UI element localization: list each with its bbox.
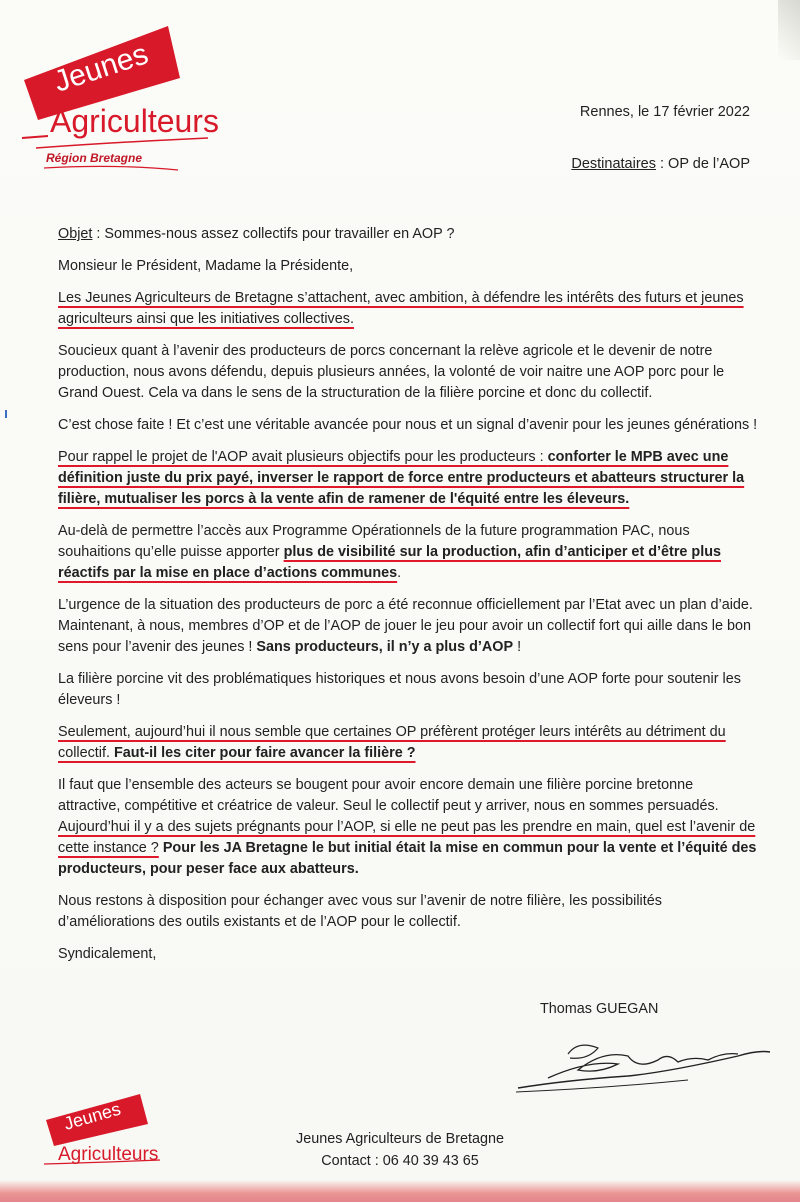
logo-line2: Agriculteurs — [50, 103, 219, 139]
paragraph-10: Nous restons à disposition pour échanger avec vous sur l’avenir de notre filière, les possibilités d’améliorations des outils existants et de l’AOP pour le collectif. — [58, 893, 662, 930]
paragraph-1 — [58, 288, 758, 330]
footer-contact: Contact : 06 40 39 43 65 — [321, 1153, 479, 1169]
recipients-label: Destinataires — [571, 156, 656, 172]
recipients — [500, 156, 750, 172]
footer-logo-line2: Agriculteurs — [58, 1144, 159, 1165]
paragraph-4-objectives: conforter le MPB avec une définition juste du prix payé, inverser le rapport de force entre producteurs et abatteurs structurer la filière, mutualiser les porcs à la vente afin de ramener de l'équité entre les éleveurs. — [58, 449, 745, 507]
paragraph-4 — [58, 447, 758, 510]
paragraph-1-text: Les Jeunes Agriculteurs de Bretagne s’attachent, avec ambition, à défendre les intérêts des futurs et jeunes agriculteurs ainsi que les initiatives collectives. — [58, 290, 744, 327]
paragraph-8-question: Faut-il les citer pour faire avancer la filière ? — [113, 745, 416, 761]
handwritten-signature — [508, 1030, 778, 1100]
signer-name: Thomas GUEGAN — [540, 1001, 659, 1017]
paragraph-5-intro: Au-delà de permettre l’accès aux Programme Opérationnels de la future programmation PAC, nous souhaitions qu’elle puisse apporter — [58, 523, 690, 560]
paragraph-6-text: L’urgence de la situation des producteurs de porc a été reconnue officiellement par l’Etat avec un plan d’aide. Maintenant, à nous, membres d’OP et de l’AOP de jouer le jeu pour avoir un collectif fort qui aille dans le bon sens pour l’avenir des jeunes ! — [58, 597, 753, 655]
paragraph-8 — [58, 722, 758, 764]
letter-date: Rennes, le 17 février 2022 — [579, 104, 750, 120]
paragraph-3: C’est chose faite ! Et c’est une véritable avancée pour nous et un signal d’avenir pour les jeunes générations ! — [58, 417, 758, 433]
jeunes-agriculteurs-logo — [18, 20, 238, 185]
paragraph-9-text: Il faut que l’ensemble des acteurs se bougent pour avoir encore demain une filière porcine bretonne attractive, compétitive et créatrice de valeur. Seul le collectif peut y arriver, nous en sommes persuadés. — [58, 777, 719, 814]
subject-label: Objet — [58, 226, 93, 242]
paragraph-6-bold: Sans producteurs, il n’y a plus d’AOP — [256, 639, 514, 655]
logo-line1: Jeunes — [49, 37, 153, 99]
footer-org: Jeunes Agriculteurs de Bretagne — [296, 1131, 504, 1147]
letter-body — [58, 224, 758, 976]
paragraph-9-bold: Pour les JA Bretagne le but initial était la mise en commun pour la vente et l’équité des producteurs, pour peser face aux abatteurs. — [58, 840, 757, 877]
paragraph-9-highlight: Aujourd’hui il y a des sujets prégnants pour l’AOP, si elle ne peut pas les prendre en main, quel est l’avenir de cette instance ? — [58, 819, 756, 856]
footer-logo — [40, 1090, 180, 1170]
paragraph-5 — [58, 521, 758, 584]
paragraph-6 — [58, 595, 758, 658]
closing: Syndicalement, — [58, 946, 157, 962]
paragraph-5-highlight: plus de visibilité sur la production, afin d’anticiper et d’être plus réactifs par la mise en place d’actions communes — [58, 544, 721, 581]
logo-region: Région Bretagne — [46, 151, 143, 165]
footer-logo-line1: Jeunes — [61, 1098, 123, 1134]
recipients-value: : OP de l’AOP — [655, 156, 750, 172]
bottom-strip — [0, 1180, 800, 1202]
subject-text: : Sommes-nous assez collectifs pour travailler en AOP ? — [92, 226, 455, 242]
paragraph-4-intro: Pour rappel le projet de l'AOP avait plusieurs objectifs pour les producteurs : — [58, 449, 548, 465]
paragraph-6-end: ! — [513, 639, 522, 655]
subject — [58, 224, 758, 245]
paragraph-7: La filière porcine vit des problématiques historiques et nous avons besoin d’une AOP forte pour soutenir les éleveurs ! — [58, 671, 741, 708]
paper-corner — [778, 0, 800, 60]
paragraph-5-end: . — [397, 565, 402, 581]
paragraph-2: Soucieux quant à l’avenir des producteurs de porcs concernant la relève agricole et le devenir de notre production, nous avons défendu, depuis plusieurs années, la volonté de voir naitre une AOP porc pour le Grand Ouest. Cela va dans le sens de la structuration de la filière porcine et donc du collectif. — [58, 343, 725, 401]
paragraph-9 — [58, 775, 758, 880]
footer — [240, 1128, 560, 1172]
margin-mark — [5, 410, 7, 418]
salutation: Monsieur le Président, Madame la Présidente, — [58, 258, 354, 274]
paragraph-8-text: Seulement, aujourd’hui il nous semble que certaines OP préfèrent protéger leurs intérêts au détriment du collectif. — [58, 724, 726, 761]
